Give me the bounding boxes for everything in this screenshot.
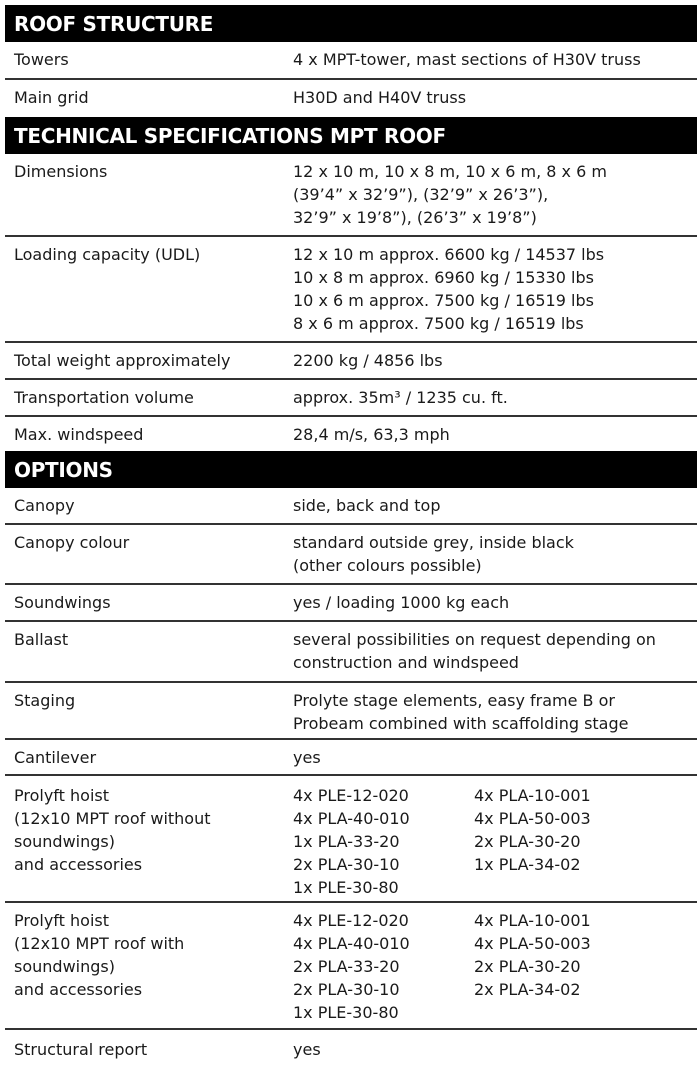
- table-row: [5, 237, 697, 343]
- row-value: yes: [293, 1040, 321, 1059]
- row-value: several possibilities on request depending on construction and windspeed: [293, 630, 656, 672]
- row-label: Prolyft hoist (12x10 MPT roof without soundwings) and accessories: [14, 786, 211, 874]
- row-value: H30D and H40V truss: [293, 88, 467, 107]
- row-value: 12 x 10 m approx. 6600 kg / 14537 lbs 10 x 8 m approx. 6960 kg / 15330 lbs 10 x 6 m approx. 7500 kg / 16519 lbs 8 x 6 m approx. 7500 kg / 16519 lbs: [293, 245, 605, 333]
- row-label: Canopy: [14, 496, 75, 515]
- row-value: Prolyte stage elements, easy frame B or Probeam combined with scaffolding stage: [293, 691, 629, 733]
- section-header-options: OPTIONS: [5, 451, 697, 488]
- row-label: Staging: [14, 691, 76, 710]
- section-header-tech-specs: TECHNICAL SPECIFICATIONS MPT ROOF: [5, 117, 697, 154]
- row-label: Main grid: [14, 88, 89, 107]
- table-row: [5, 343, 697, 380]
- table-row: [5, 622, 697, 683]
- row-value: standard outside grey, inside black (other colours possible): [293, 533, 574, 575]
- row-value: 28,4 m/s, 63,3 mph: [293, 425, 450, 444]
- table-row: [5, 776, 697, 903]
- table-row: [5, 417, 697, 451]
- parts-column-2: 4x PLA-10-001 4x PLA-50-003 2x PLA-30-20 2x PLA-34-02: [474, 911, 591, 999]
- spec-table: [5, 5, 697, 1067]
- row-label: Cantilever: [14, 748, 97, 767]
- table-row: [5, 585, 697, 622]
- row-value: yes / loading 1000 kg each: [293, 593, 510, 612]
- row-label: Structural report: [14, 1040, 148, 1059]
- table-row: [5, 488, 697, 525]
- table-row: [5, 80, 697, 117]
- table-row: [5, 1030, 697, 1067]
- row-label: Dimensions: [14, 162, 108, 181]
- table-row: [5, 903, 697, 1030]
- row-label: Total weight approximately: [14, 351, 231, 370]
- row-label: Ballast: [14, 630, 69, 649]
- parts-column-2: 4x PLA-10-001 4x PLA-50-003 2x PLA-30-20 1x PLA-34-02: [474, 786, 591, 874]
- row-label: Loading capacity (UDL): [14, 245, 201, 264]
- row-label: Towers: [14, 50, 69, 69]
- row-value: [293, 784, 697, 901]
- section-header-roof-structure: ROOF STRUCTURE: [5, 5, 697, 42]
- row-label: Soundwings: [14, 593, 111, 612]
- row-label: Canopy colour: [14, 533, 130, 552]
- row-label: Transportation volume: [14, 388, 194, 407]
- row-value: side, back and top: [293, 496, 441, 515]
- row-value: yes: [293, 748, 321, 767]
- table-row: [5, 380, 697, 417]
- table-row: [5, 154, 697, 237]
- parts-column-1: 4x PLE-12-020 4x PLA-40-010 1x PLA-33-20 2x PLA-30-10 1x PLE-30-80: [293, 786, 410, 897]
- parts-column-1: 4x PLE-12-020 4x PLA-40-010 2x PLA-33-20 2x PLA-30-10 1x PLE-30-80: [293, 911, 410, 1022]
- table-row: [5, 683, 697, 740]
- row-label: Max. windspeed: [14, 425, 144, 444]
- row-value: approx. 35m³ / 1235 cu. ft.: [293, 388, 508, 407]
- row-value: [293, 909, 697, 1028]
- row-value: 4 x MPT-tower, mast sections of H30V truss: [293, 50, 641, 69]
- row-label: Prolyft hoist (12x10 MPT roof with soundwings) and accessories: [14, 911, 185, 999]
- table-row: [5, 42, 697, 80]
- row-value: 12 x 10 m, 10 x 8 m, 10 x 6 m, 8 x 6 m (39’4” x 32’9”), (32’9” x 26’3”), 32’9” x 19’8”), (26’3” x 19’8”): [293, 162, 607, 227]
- table-row: [5, 740, 697, 776]
- row-value: 2200 kg / 4856 lbs: [293, 351, 443, 370]
- table-row: [5, 525, 697, 585]
